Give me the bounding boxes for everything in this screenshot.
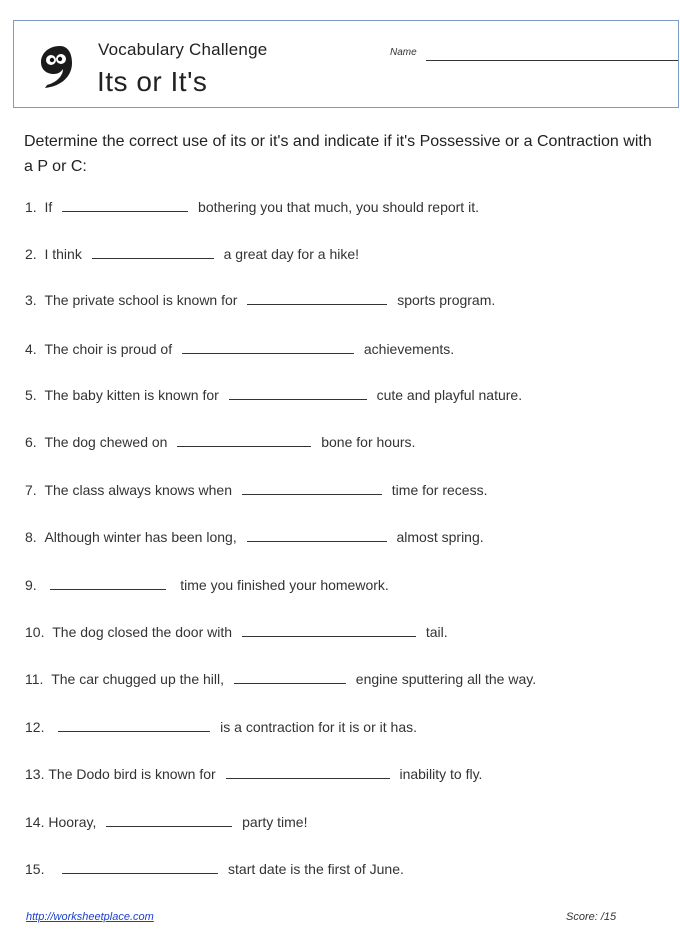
question-text-after: time you finished your homework. <box>180 577 389 593</box>
answer-blank[interactable] <box>62 198 188 212</box>
question-6 <box>25 432 415 452</box>
answer-blank[interactable] <box>50 576 166 590</box>
bird-mascot-icon <box>34 41 84 91</box>
question-number: 5. <box>25 387 37 403</box>
question-text-after: start date is the first of June. <box>228 861 404 877</box>
question-8 <box>25 527 484 547</box>
question-text-before: Hooray, <box>48 814 97 830</box>
question-number: 14. <box>25 814 45 830</box>
question-5 <box>25 385 522 405</box>
question-text-after: engine sputtering all the way. <box>355 671 537 687</box>
question-number: 1. <box>25 199 37 215</box>
question-text-after: achievements. <box>363 341 455 357</box>
answer-blank[interactable] <box>182 340 354 354</box>
question-number: 9. <box>25 577 37 593</box>
question-12 <box>25 717 417 737</box>
question-text-before: The dog closed the door with <box>52 624 233 640</box>
question-7 <box>25 480 487 500</box>
name-label: Name <box>390 47 417 58</box>
answer-blank[interactable] <box>229 386 367 400</box>
question-number: 7. <box>25 482 37 498</box>
question-text-after: sports program. <box>397 292 496 308</box>
question-13 <box>25 764 482 784</box>
question-text-before: The car chugged up the hill, <box>51 671 224 687</box>
question-text-after: bone for hours. <box>321 434 416 450</box>
question-text-before: The private school is known for <box>44 292 238 308</box>
score-label: Score: /15 <box>566 911 617 923</box>
question-number: 10. <box>25 624 45 640</box>
question-text-before: The baby kitten is known for <box>44 387 219 403</box>
question-text-after: almost spring. <box>396 529 484 545</box>
answer-blank[interactable] <box>234 670 346 684</box>
question-10 <box>25 622 448 642</box>
question-15 <box>25 859 404 879</box>
question-number: 12. <box>25 719 45 735</box>
question-text-before: Although winter has been long, <box>44 529 237 545</box>
question-4 <box>25 339 454 359</box>
question-text-before: If <box>44 199 53 215</box>
question-text-before: The choir is proud of <box>44 341 173 357</box>
question-number: 4. <box>25 341 37 357</box>
instructions: Determine the correct use of its or it's and indicate if it's Possessive or a Contraction with a P or C: <box>24 133 652 175</box>
answer-blank[interactable] <box>58 718 210 732</box>
question-number: 11. <box>25 671 44 687</box>
question-1 <box>25 197 479 217</box>
answer-blank[interactable] <box>62 860 218 874</box>
question-text-after: cute and playful nature. <box>376 387 523 403</box>
website-link[interactable]: http://worksheetplace.com <box>26 911 154 923</box>
question-text-after: bothering you that much, you should report it. <box>198 199 479 215</box>
question-number: 13. <box>25 766 45 782</box>
answer-blank[interactable] <box>106 813 232 827</box>
question-number: 15. <box>25 861 45 877</box>
worksheet-subtitle: Vocabulary Challenge <box>98 40 268 59</box>
answer-blank[interactable] <box>247 291 387 305</box>
answer-blank[interactable] <box>247 528 387 542</box>
answer-blank[interactable] <box>242 481 382 495</box>
question-text-after: is a contraction for it is or it has. <box>220 719 417 735</box>
question-text-after: party time! <box>242 814 308 830</box>
name-field[interactable] <box>426 60 678 61</box>
question-number: 2. <box>25 246 37 262</box>
worksheet-title: Its or It's <box>97 66 208 97</box>
question-9 <box>25 575 389 595</box>
answer-blank[interactable] <box>226 765 390 779</box>
question-number: 3. <box>25 292 37 308</box>
question-11 <box>25 669 536 689</box>
question-text-after: tail. <box>425 624 448 640</box>
question-2 <box>25 244 359 264</box>
answer-blank[interactable] <box>242 623 416 637</box>
question-text-after: time for recess. <box>391 482 488 498</box>
question-text-before: The Dodo bird is known for <box>48 766 216 782</box>
question-14 <box>25 812 307 832</box>
question-number: 6. <box>25 434 37 450</box>
question-text-after: inability to fly. <box>399 766 483 782</box>
question-text-before: I think <box>44 246 82 262</box>
question-text-after: a great day for a hike! <box>223 246 360 262</box>
answer-blank[interactable] <box>177 433 311 447</box>
answer-blank[interactable] <box>92 245 214 259</box>
question-3 <box>25 290 495 310</box>
question-text-before: The class always knows when <box>44 482 232 498</box>
question-number: 8. <box>25 529 37 545</box>
question-text-before: The dog chewed on <box>44 434 168 450</box>
